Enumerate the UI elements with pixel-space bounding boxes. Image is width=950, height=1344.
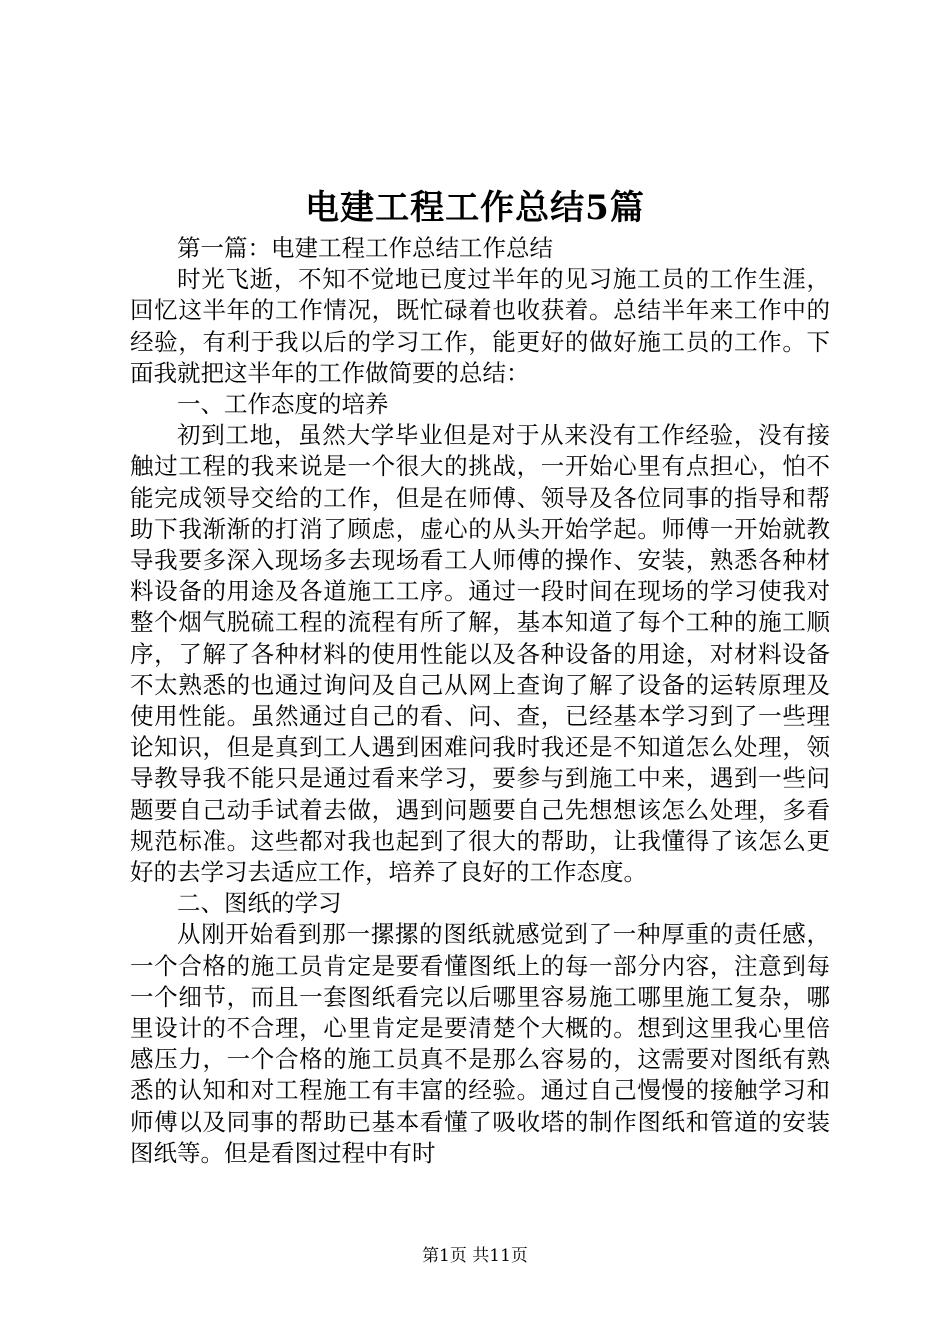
paragraph-heading-attitude: 一、工作态度的培养 bbox=[177, 390, 389, 419]
paragraph-heading-drawings: 二、图纸的学习 bbox=[177, 889, 342, 918]
paragraph-attitude: 初到工地，虽然大学毕业但是对于从来没有工作经验，没有接触过工程的我来说是一个很大的挑战，一开始心里有点担心，怕不能完成领导交给的工作，但是在师傅、领导及各位同事的指导和帮助下我渐渐的打消了顾虑，虚心的从头开始学起。师傅一开始就教导我要多深入现场多去现场看工人师傅的操作、安装，熟悉各种材料设备的用途及各道施工工序。通过一段时间在现场的学习使我对整个烟气脱硫工程的流程有所了解，基本知道了每个工种的施工顺序，了解了各种材料的使用性能以及各种设备的用途，对材料设备不太熟悉的也通过询问及自己从网上查询了解了设备的运转原理及使用性能。虽然通过自己的看、问、查，已经基本学习到了一些理论知识，但是真到工人遇到困难问我时我还是不知道怎么处理，领导教导我不能只是通过看来学习，要参与到施工中来，遇到一些问题要自己动手试着去做，遇到问题要自己先想想该怎么处理，多看规范标准。这些都对我也起到了很大的帮助，让我懂得了该怎么更好的去学习去适应工作，培养了良好的工作态度。 bbox=[130, 421, 830, 887]
page-number: 第1页 共11页 bbox=[422, 1246, 528, 1266]
paragraph-drawings: 从刚开始看到那一摞摞的图纸就感觉到了一种厚重的责任感，一个合格的施工员肯定是要看懂图纸上的每一部分内容，注意到每一个细节，而且一套图纸看完以后哪里容易施工哪里施工复杂，哪里设计的不合理，心里肯定是要清楚个大概的。想到这里我心里倍感压力，一个合格的施工员真不是那么容易的，这需要对图纸有熟悉的认知和对工程施工有丰富的经验。通过自己慢慢的接触学习和师傅以及同事的帮助已基本看懂了吸收塔的制作图纸和管道的安装图纸等。但是看图过程中有时 bbox=[130, 920, 830, 1167]
document-title: 电建工程工作总结5篇 bbox=[305, 188, 645, 228]
paragraph-intro: 时光飞逝，不知不觉地已度过半年的见习施工员的工作生涯，回忆这半年的工作情况，既忙碌着也收获着。总结半年来工作中的经验，有利于我以后的学习工作，能更好的做好施工员的工作。下面我就把这半年的工作做简要的总结： bbox=[130, 265, 830, 387]
document-body bbox=[130, 233, 830, 1169]
paragraph-section-heading: 第一篇：电建工程工作总结工作总结 bbox=[177, 234, 553, 262]
